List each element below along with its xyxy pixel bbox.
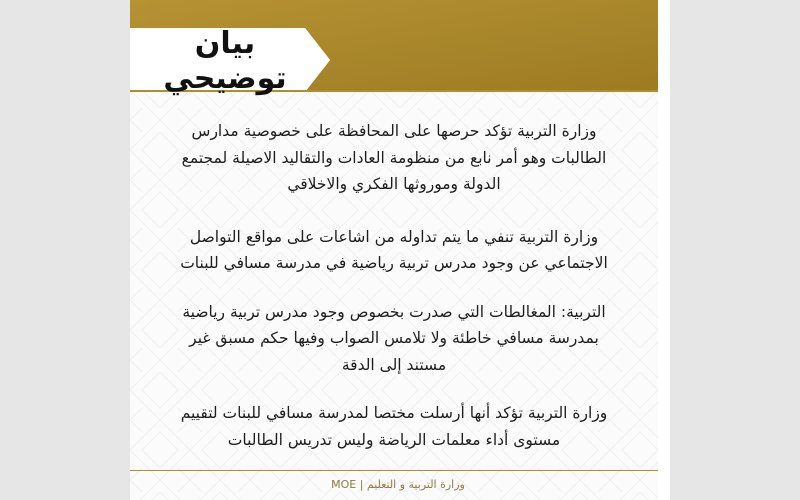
statement-body <box>168 118 620 475</box>
left-background <box>0 0 130 500</box>
footer-divider <box>130 470 658 471</box>
paragraph-4: وزارة التربية تؤكد أنها أرسلت مختصا لمدرسة مسافي للبنات لتقييم مستوى أداء معلمات الرياضة وليس تدريس الطالبات <box>180 404 608 449</box>
paragraph-1: وزارة التربية تؤكد حرصها على المحافظة على خصوصية مدارس الطالبات وهو أمر نابع من منظومة العادات والتقاليد الاصيلة لمجتمع الدولة وموروثها الفكري والاخلاقي <box>181 122 607 193</box>
footer-label: وزارة التربية و التعليم | MOE <box>331 478 465 491</box>
statement-card <box>130 0 658 500</box>
paragraph-2: وزارة التربية تنفي ما يتم تداوله من اشاعات على مواقع التواصل الاجتماعي عن وجود مدرس تربية رياضية في مدرسة مسافي للبنات <box>180 227 608 272</box>
paragraph-3: التربية: المغالطات التي صدرت بخصوص وجود مدرس تربية رياضية بمدرسة مسافي خاطئة ولا تلامس الصواب وفيها حكم مسبق غير مستند إلى الدقة <box>182 302 606 374</box>
page-title: بيان توضيحي <box>163 26 287 96</box>
header-banner <box>130 0 658 96</box>
right-background <box>670 0 800 500</box>
